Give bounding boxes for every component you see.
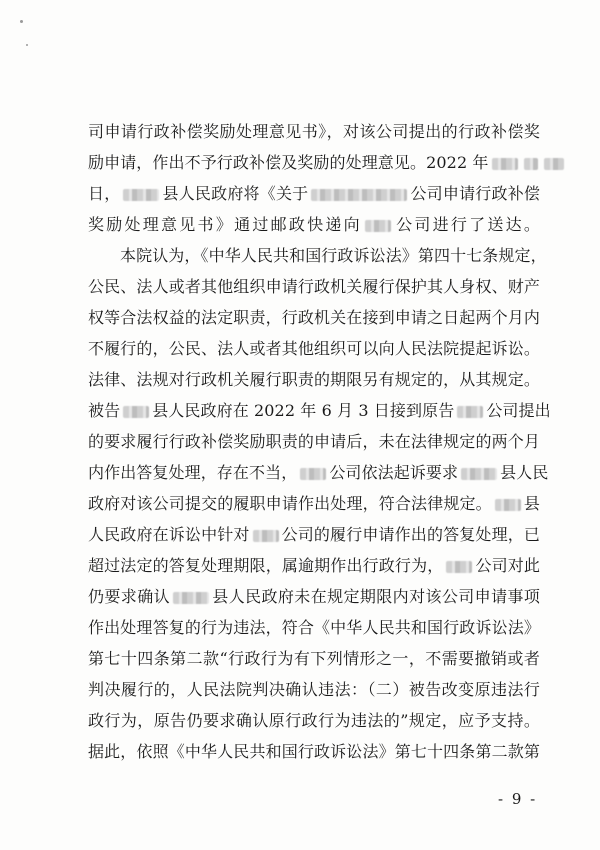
text-line-2: 励申请，作出不予行政补偿及奖励的处理意见。2022 年: [88, 147, 540, 178]
scan-speck: [20, 20, 23, 23]
redaction-block: [524, 158, 538, 170]
text-line-13: 政府对该公司提交的履职申请作出处理，符合法律规定。 县: [88, 494, 540, 513]
text-line-7: 权等合法权益的法定职责，行政机关在接到申请之日起两个月内: [88, 308, 540, 327]
redaction-block: [457, 406, 483, 418]
redaction-block: [173, 592, 209, 604]
text-line-3: 日， 县人民政府将《关于 公司申请行政补偿: [88, 184, 541, 203]
text-line-1: 司申请行政补偿奖励处理意见书》，对该公司提出的行政补偿奖: [88, 122, 540, 141]
text-line-20: 政行为，原告仍要求确认原行政行为违法的”规定，应予支持。: [88, 711, 540, 730]
text-line-17: 作出处理答复的行为违法，符合《中华人民共和国行政诉讼法》: [88, 618, 540, 637]
redaction-block: [544, 158, 564, 170]
scan-speck: [26, 44, 28, 46]
text-line-18: 第七十四条第二款“行政行为有下列情形之一，不需要撤销或者: [88, 649, 540, 668]
text-line-14: 人民政府在诉讼中针对 公司的履行申请作出的答复处理，已: [88, 525, 540, 544]
text-line-21: 据此，依照《中华人民共和国行政诉讼法》第七十四条第二款第: [88, 742, 540, 761]
text-line-4: 奖励处理意见书》通过邮政快递向 公司进行了送达。: [88, 215, 540, 234]
text-line-9: 法律、法规对行政机关履行职责的期限另有规定的，从其规定。: [88, 370, 540, 389]
redaction-block: [123, 406, 149, 418]
redaction-block: [365, 220, 391, 232]
text-line-8: 不履行的，公民、法人或者其他组织可以向人民法院提起诉讼。: [88, 339, 540, 358]
redaction-block: [446, 561, 472, 573]
redaction-block: [311, 189, 407, 201]
text-line-19: 判决履行的，人民法院判决确认违法：（二）被告改变原违法行: [88, 680, 540, 699]
text-line-6: 公民、法人或者其他组织申请行政机关履行保护其人身权、财产: [88, 277, 540, 296]
redaction-block: [300, 468, 326, 480]
redaction-block: [495, 499, 521, 511]
redaction-block: [492, 158, 518, 170]
text-line-10: 被告 县人民政府在 2022 年 6 月 3 日接到原告 公司提出: [88, 401, 551, 420]
redaction-block: [253, 530, 279, 542]
text-line-11: 的要求履行行政补偿奖励职责的申请后，未在法律规定的两个月: [88, 432, 540, 451]
text-line-15: 超过法定的答复处理期限，属逾期作出行政行为， 公司对此: [88, 556, 541, 575]
page-number: - 9 -: [498, 790, 538, 808]
text-line-12: 内作出答复处理，存在不当， 公司依法起诉要求 县人民: [88, 463, 549, 482]
redaction-block: [123, 189, 159, 201]
text-line-16: 仍要求确认 县人民政府未在规定期限内对该公司申请事项: [88, 587, 540, 606]
redaction-block: [461, 468, 497, 480]
text-line-5: 本院认为，《中华人民共和国行政诉讼法》第四十七条规定，: [120, 246, 547, 265]
judgment-body-text: [88, 116, 551, 767]
